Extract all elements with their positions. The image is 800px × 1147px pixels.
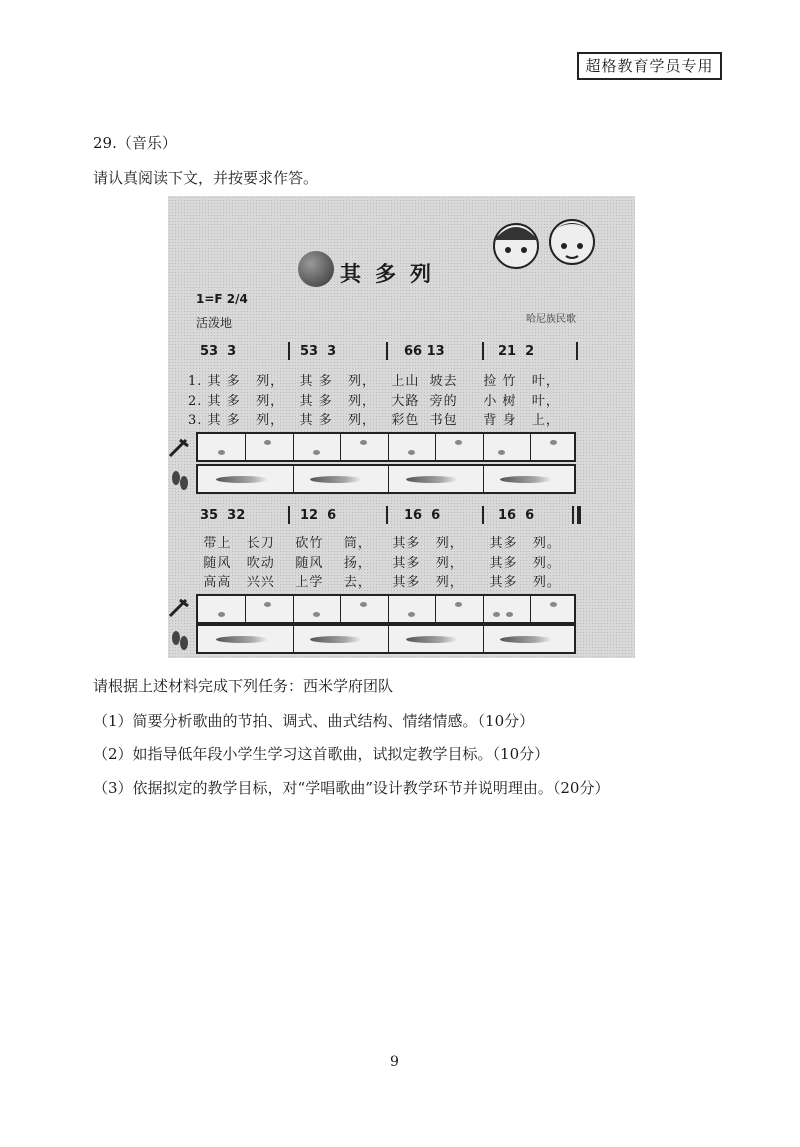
song-title: 其多列 <box>340 261 445 286</box>
drumstick-icon <box>168 436 190 460</box>
final-bar-line <box>572 506 574 524</box>
song-origin: 哈尼族民歌 <box>526 314 576 325</box>
instruction-text: 请认真阅读下文，并按要求作答。 <box>93 169 319 187</box>
bar-line <box>288 506 290 524</box>
drumstick-icon <box>168 596 190 620</box>
task-intro-text: 请根据上述材料完成下列任务： <box>93 677 304 695</box>
lyric-line: 3. 其 多 列， 其 多 列， 彩色 书包 背 身 上， <box>188 413 560 428</box>
bar-line <box>386 342 388 360</box>
key-signature: 1=F 2/4 <box>196 292 248 306</box>
bar-line <box>482 342 484 360</box>
footprint-icon <box>168 468 190 492</box>
bar-line <box>288 342 290 360</box>
lyric-line: 1. 其 多 列， 其 多 列， 上山 坡去 捡 竹 叶， <box>188 374 560 389</box>
notation-measure: 66 13 <box>404 344 445 359</box>
lyric-line: 2. 其 多 列， 其 多 列， 大路 旁的 小 树 叶， <box>188 394 560 409</box>
page-number: 9 <box>390 1054 399 1070</box>
final-bar-line-thick <box>577 506 581 524</box>
tempo-marking: 活泼地 <box>196 316 233 330</box>
lyric-line: 带上 长刀 砍竹 筒， 其多 列， 其多 列。 <box>188 536 561 551</box>
notation-measure: 16 6 <box>404 508 441 523</box>
notation-measure: 21 2 <box>498 344 535 359</box>
footprint-icon <box>168 628 190 652</box>
percussion-row-swoosh <box>196 624 576 654</box>
notation-measure: 16 6 <box>498 508 535 523</box>
decorative-ball-icon <box>298 251 334 287</box>
watermark-text: 西米学府团队 <box>303 677 394 695</box>
percussion-row-dots <box>196 594 576 624</box>
task-item-3: （3）依据拟定的教学目标，对“学唱歌曲”设计教学环节并说明理由。（20分） <box>93 779 610 797</box>
student-use-stamp: 超格教育学员专用 <box>577 52 722 80</box>
percussion-row-swoosh <box>196 464 576 494</box>
task-item-1: （1）简要分析歌曲的节拍、调式、曲式结构、情绪情感。（10分） <box>93 712 535 730</box>
bar-line <box>576 342 578 360</box>
notation-measure: 53 3 <box>200 344 237 359</box>
music-score-image <box>168 196 635 658</box>
lyric-line: 随风 吹动 随风 扬， 其多 列， 其多 列。 <box>188 556 561 571</box>
notation-measure: 53 3 <box>300 344 337 359</box>
bar-line <box>482 506 484 524</box>
percussion-row-dots <box>196 432 576 462</box>
children-illustration-icon <box>486 206 606 286</box>
lyric-line: 高高 兴兴 上学 去， 其多 列， 其多 列。 <box>188 575 561 590</box>
question-number: 29.（音乐） <box>93 134 177 152</box>
task-intro <box>93 675 393 696</box>
notation-measure: 12 6 <box>300 508 337 523</box>
notation-measure: 35 32 <box>200 508 246 523</box>
task-item-2: （2）如指导低年段小学生学习这首歌曲，试拟定教学目标。（10分） <box>93 745 550 763</box>
bar-line <box>386 506 388 524</box>
